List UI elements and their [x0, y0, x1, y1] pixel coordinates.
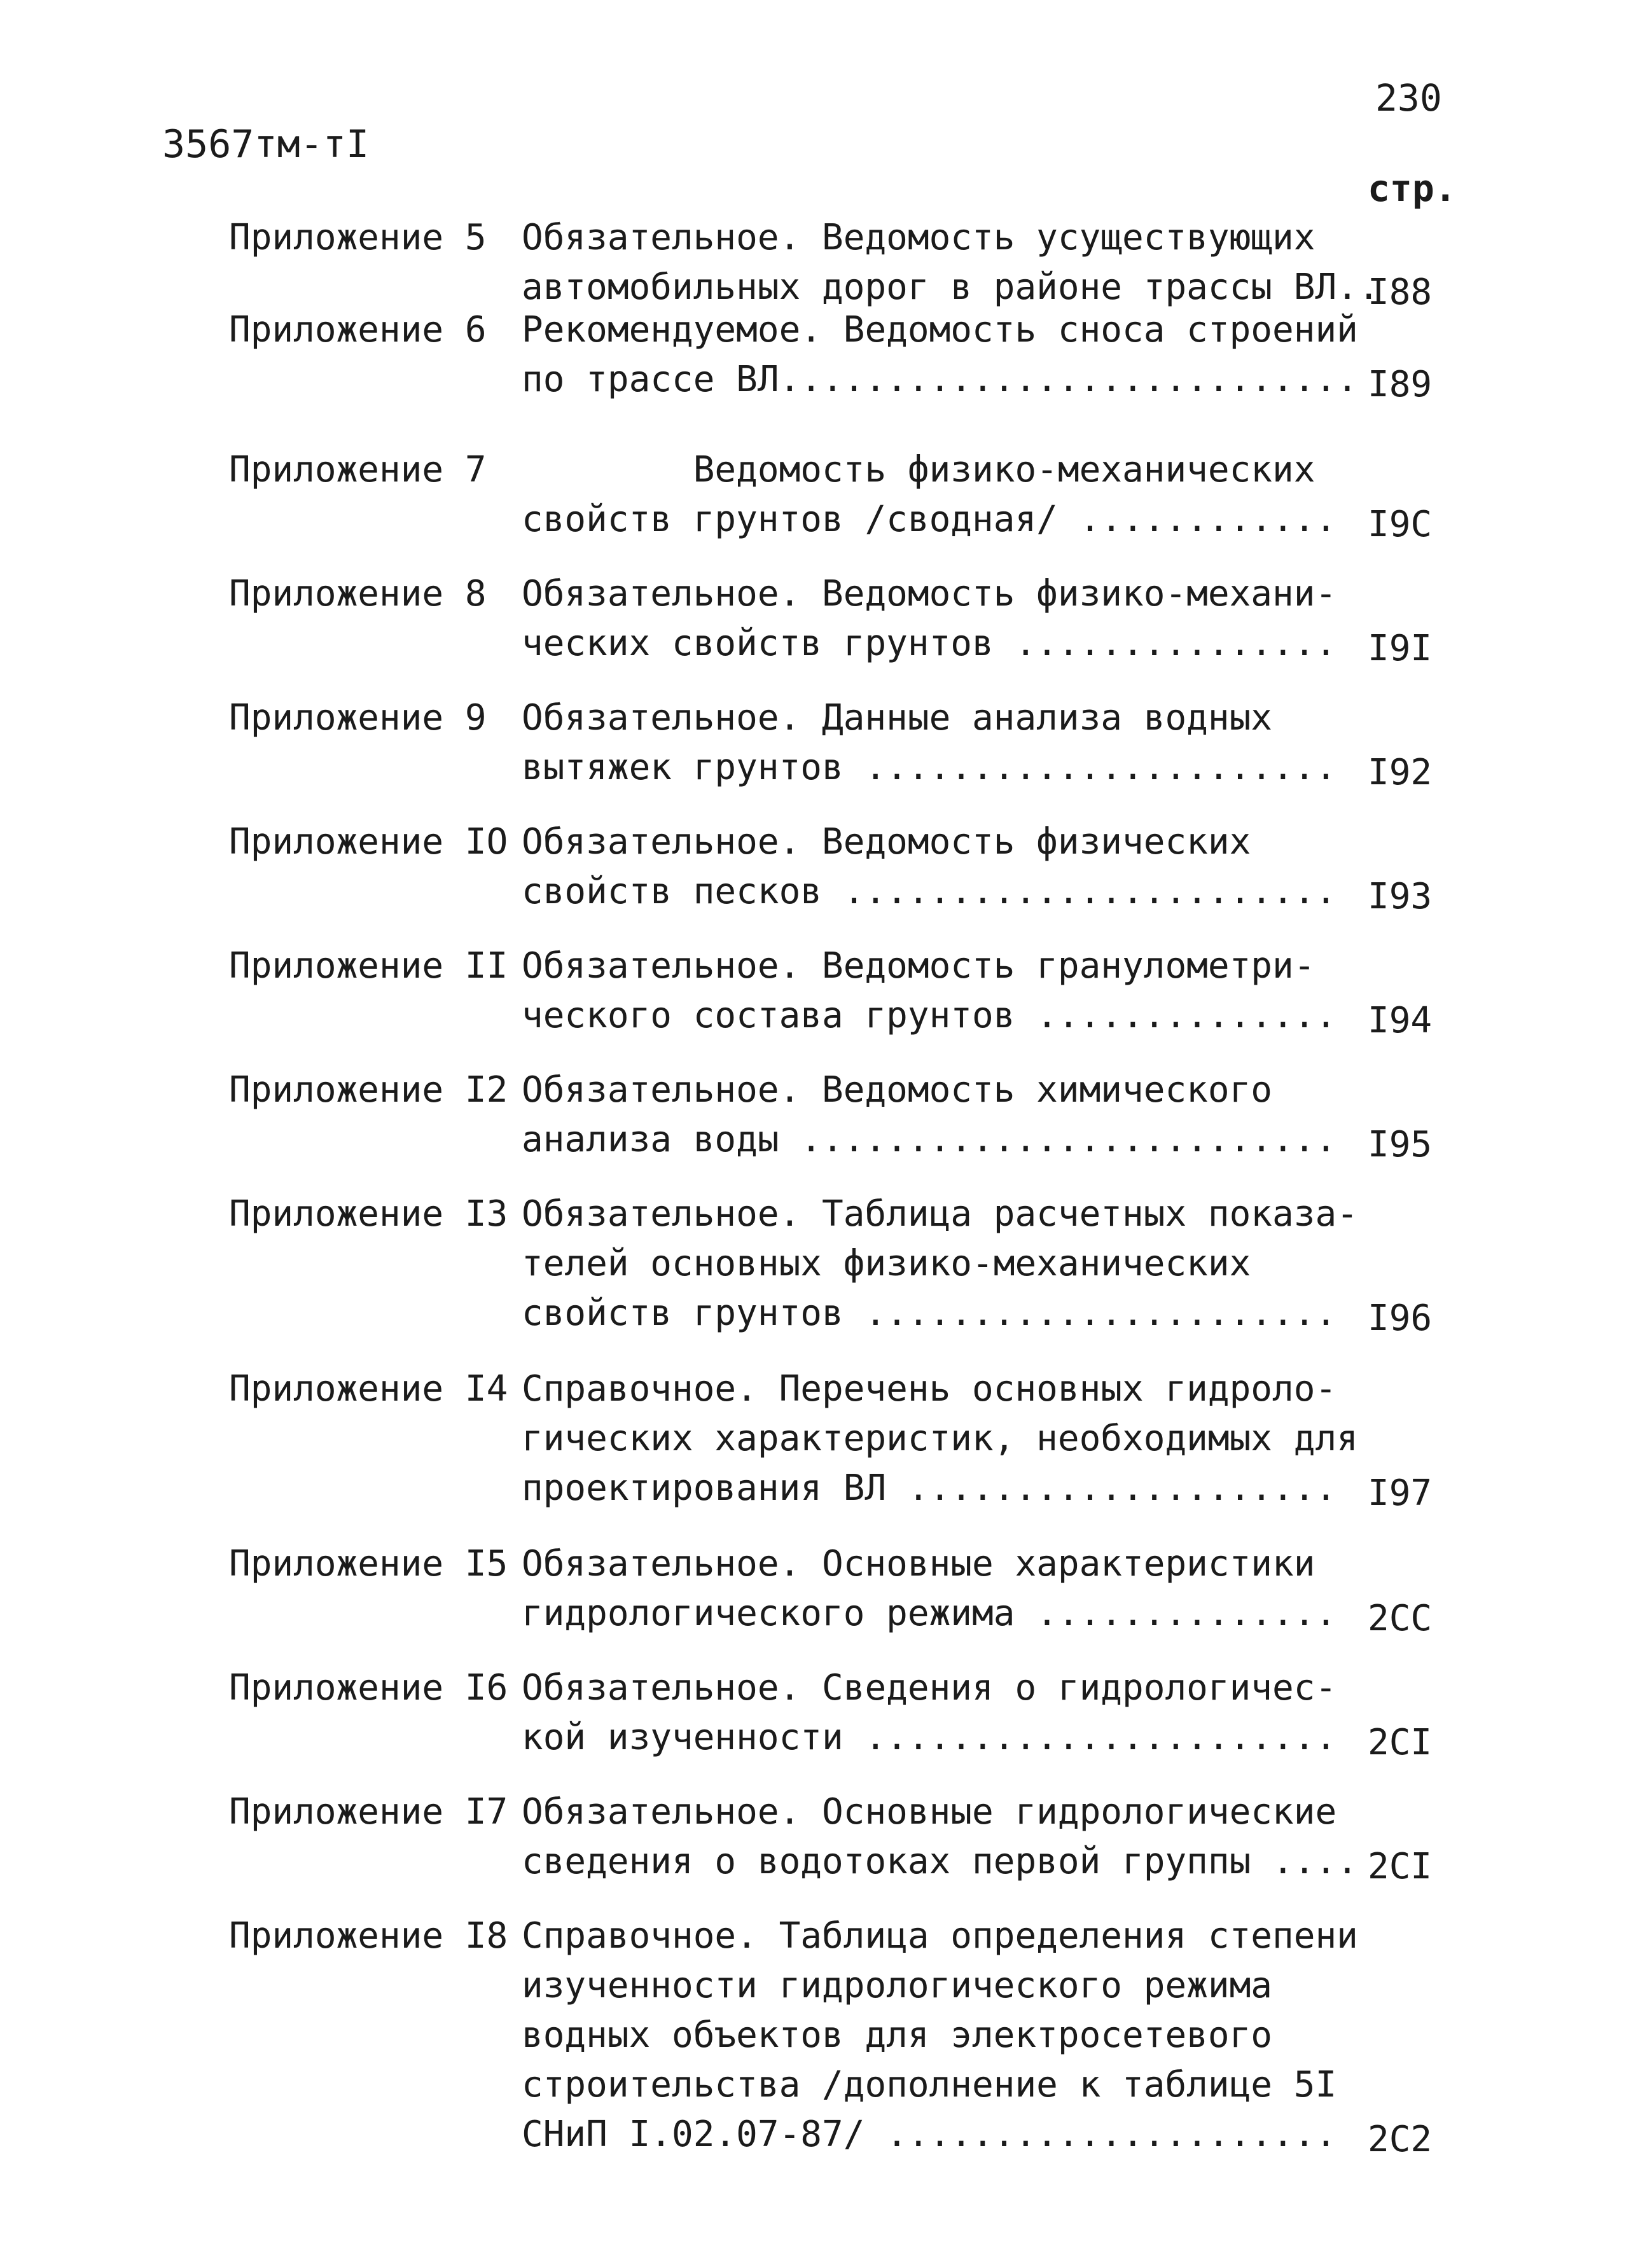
- page-reference: I89: [1368, 364, 1433, 405]
- description-line: Обязательное. Основные характеристики: [522, 1543, 1315, 1584]
- appendix-label: Приложение I2: [229, 1069, 508, 1111]
- description-line: Обязательное. Сведения о гидрологичес-: [522, 1667, 1337, 1709]
- description-line: телей основных физико-механических: [522, 1243, 1251, 1284]
- description-line: Ведомость физико-механических: [522, 449, 1315, 490]
- page-number: 230: [1375, 76, 1442, 120]
- description-line: анализа воды .........................: [522, 1119, 1337, 1160]
- description-line: сведения о водотоках первой группы ....: [522, 1841, 1358, 1882]
- description-line: водных объектов для электросетевого: [522, 2014, 1273, 2056]
- document-code: 3567тм-тI: [162, 122, 370, 167]
- description-line: Рекомендуемое. Ведомость сноса строений: [522, 309, 1358, 350]
- appendix-label: Приложение I4: [229, 1368, 508, 1410]
- page-reference: I95: [1368, 1124, 1433, 1165]
- page-reference: 2CI: [1368, 1722, 1433, 1763]
- description-line: гических характеристик, необходимых для: [522, 1418, 1358, 1459]
- description-line: Справочное. Таблица определения степени: [522, 1915, 1358, 1957]
- page-reference: I97: [1368, 1473, 1433, 1514]
- appendix-label: Приложение I8: [229, 1915, 508, 1957]
- page-reference: 2CC: [1368, 1598, 1433, 1639]
- page-reference: 2C2: [1368, 2119, 1433, 2160]
- page-reference: I92: [1368, 752, 1433, 793]
- appendix-description: [522, 445, 1337, 544]
- appendix-description: [522, 693, 1337, 793]
- description-line: Обязательное. Таблица расчетных показа-: [522, 1193, 1358, 1235]
- appendix-label: Приложение I6: [229, 1667, 508, 1709]
- appendix-description: [522, 305, 1358, 405]
- page-reference: I93: [1368, 876, 1433, 917]
- appendix-description: [522, 1663, 1337, 1763]
- page-reference: 2CI: [1368, 1846, 1433, 1887]
- page-reference: I88: [1368, 272, 1433, 313]
- appendix-label: Приложение I5: [229, 1543, 508, 1584]
- description-line: Обязательное. Данные анализа водных: [522, 697, 1273, 738]
- description-line: проектирования ВЛ ....................: [522, 1467, 1337, 1509]
- appendix-label: Приложение 5: [229, 217, 487, 258]
- appendix-description: [522, 1911, 1358, 2159]
- description-line: Обязательное. Основные гидрологические: [522, 1791, 1337, 1833]
- appendix-description: [522, 817, 1337, 917]
- appendix-description: [522, 1787, 1358, 1887]
- description-line: кой изученности ......................: [522, 1717, 1337, 1758]
- description-line: вытяжек грунтов ......................: [522, 747, 1337, 788]
- description-line: Обязательное. Ведомость усуществующих: [522, 217, 1315, 258]
- appendix-label: Приложение 8: [229, 573, 487, 614]
- appendix-description: [522, 213, 1380, 312]
- description-line: по трассе ВЛ...........................: [522, 359, 1358, 400]
- appendix-label: Приложение 6: [229, 309, 487, 350]
- description-line: гидрологического режима ..............: [522, 1593, 1337, 1634]
- description-line: Обязательное. Ведомость физических: [522, 821, 1251, 863]
- appendix-description: [522, 569, 1337, 669]
- appendix-description: [522, 1189, 1358, 1338]
- page-reference: I96: [1368, 1298, 1433, 1339]
- description-line: свойств песков .......................: [522, 871, 1337, 912]
- appendix-label: Приложение 9: [229, 697, 487, 738]
- description-line: Обязательное. Ведомость гранулометри-: [522, 945, 1315, 987]
- appendix-label: Приложение 7: [229, 449, 487, 490]
- page-reference: I9C: [1368, 504, 1433, 545]
- description-line: Обязательное. Ведомость физико-механи-: [522, 573, 1337, 614]
- appendix-label: Приложение II: [229, 945, 508, 987]
- description-line: ческого состава грунтов ..............: [522, 995, 1337, 1036]
- appendix-description: [522, 1364, 1358, 1513]
- appendix-description: [522, 941, 1337, 1041]
- appendix-description: [522, 1065, 1337, 1165]
- page-reference: I94: [1368, 1000, 1433, 1041]
- appendix-label: Приложение I7: [229, 1791, 508, 1833]
- appendix-label: Приложение IO: [229, 821, 508, 863]
- page-reference: I9I: [1368, 628, 1433, 669]
- page-column-header: стр.: [1368, 167, 1457, 210]
- description-line: Справочное. Перечень основных гидроло-: [522, 1368, 1337, 1410]
- appendix-description: [522, 1539, 1337, 1639]
- description-line: ческих свойств грунтов ...............: [522, 623, 1337, 664]
- description-line: Обязательное. Ведомость химического: [522, 1069, 1273, 1111]
- description-line: СНиП I.02.07-87/ .....................: [522, 2114, 1337, 2155]
- description-line: свойств грунтов ......................: [522, 1293, 1337, 1334]
- description-line: строительства /дополнение к таблице 5I: [522, 2064, 1337, 2105]
- appendix-label: Приложение I3: [229, 1193, 508, 1235]
- description-line: свойств грунтов /сводная/ ............: [522, 499, 1337, 540]
- description-line: автомобильных дорог в районе трассы ВЛ..: [522, 267, 1380, 308]
- description-line: изученности гидрологического режима: [522, 1965, 1273, 2006]
